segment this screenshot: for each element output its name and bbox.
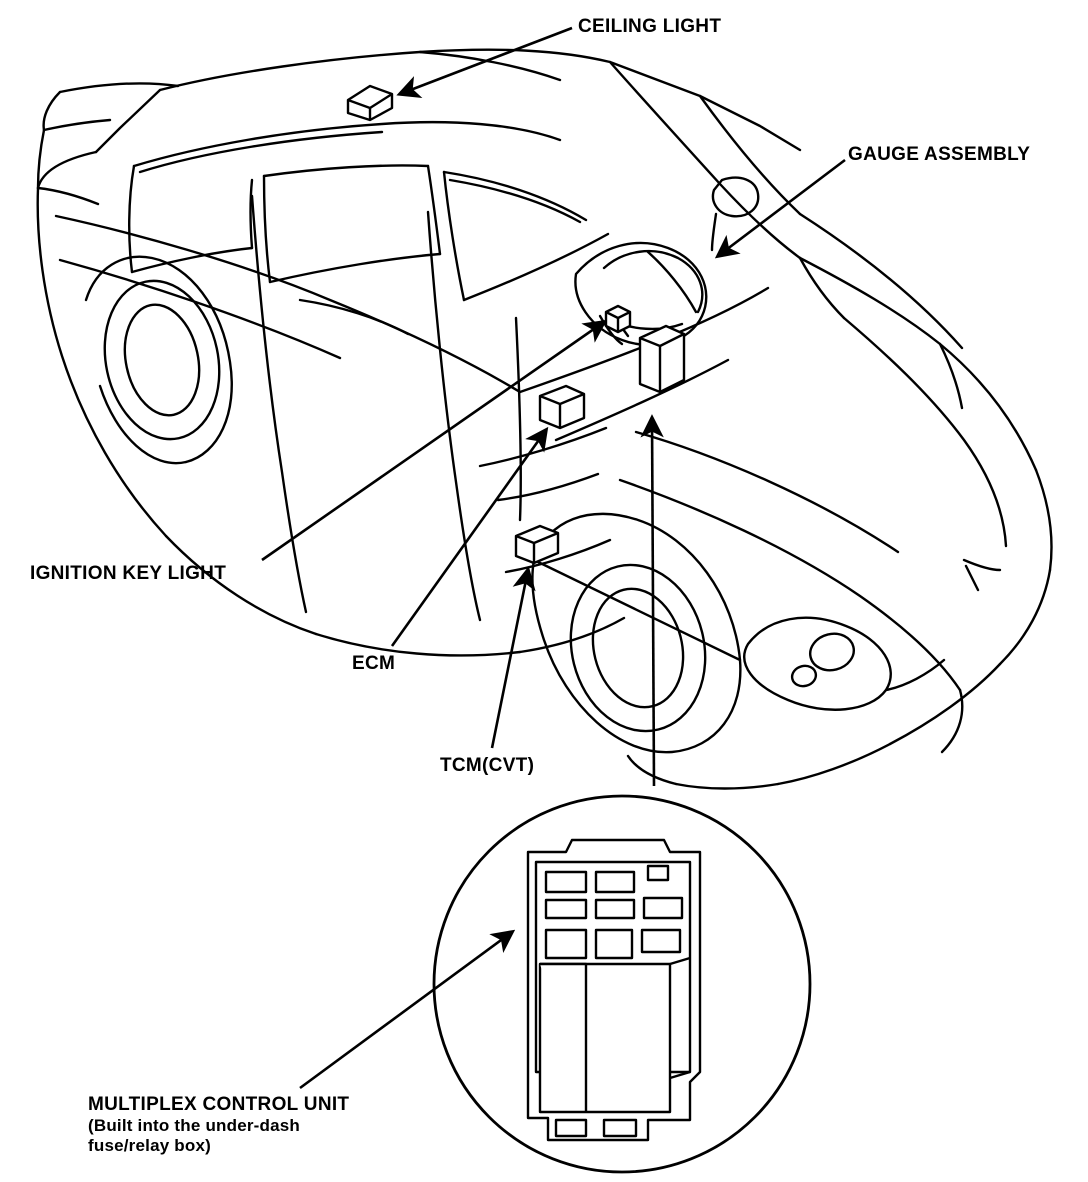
- callout-label-gauge-assembly: GAUGE ASSEMBLY: [848, 144, 1031, 165]
- multiplex-label-line1: MULTIPLEX CONTROL UNIT: [88, 1094, 350, 1115]
- callout-label-multiplex-control-unit: [88, 1094, 349, 1156]
- multiplex-label-line2: (Built into the under-dash: [88, 1116, 301, 1135]
- leader-tcm-cvt: [492, 570, 528, 748]
- leader-detail-circle: [652, 418, 654, 786]
- leader-ignition-key-light: [262, 322, 604, 560]
- callout-label-ecm: ECM: [352, 653, 396, 674]
- callout-label-ceiling-light: CEILING LIGHT: [578, 16, 722, 37]
- leader-ceiling-light: [400, 28, 572, 94]
- leader-gauge-assembly: [718, 160, 845, 256]
- callout-label-ignition-key-light: IGNITION KEY LIGHT: [30, 563, 227, 584]
- leader-ecm: [392, 430, 546, 646]
- callout-label-tcm-cvt: TCM(CVT): [440, 755, 535, 776]
- multiplex-label-line3: fuse/relay box): [88, 1136, 211, 1155]
- leader-multiplex-control-unit: [300, 932, 512, 1088]
